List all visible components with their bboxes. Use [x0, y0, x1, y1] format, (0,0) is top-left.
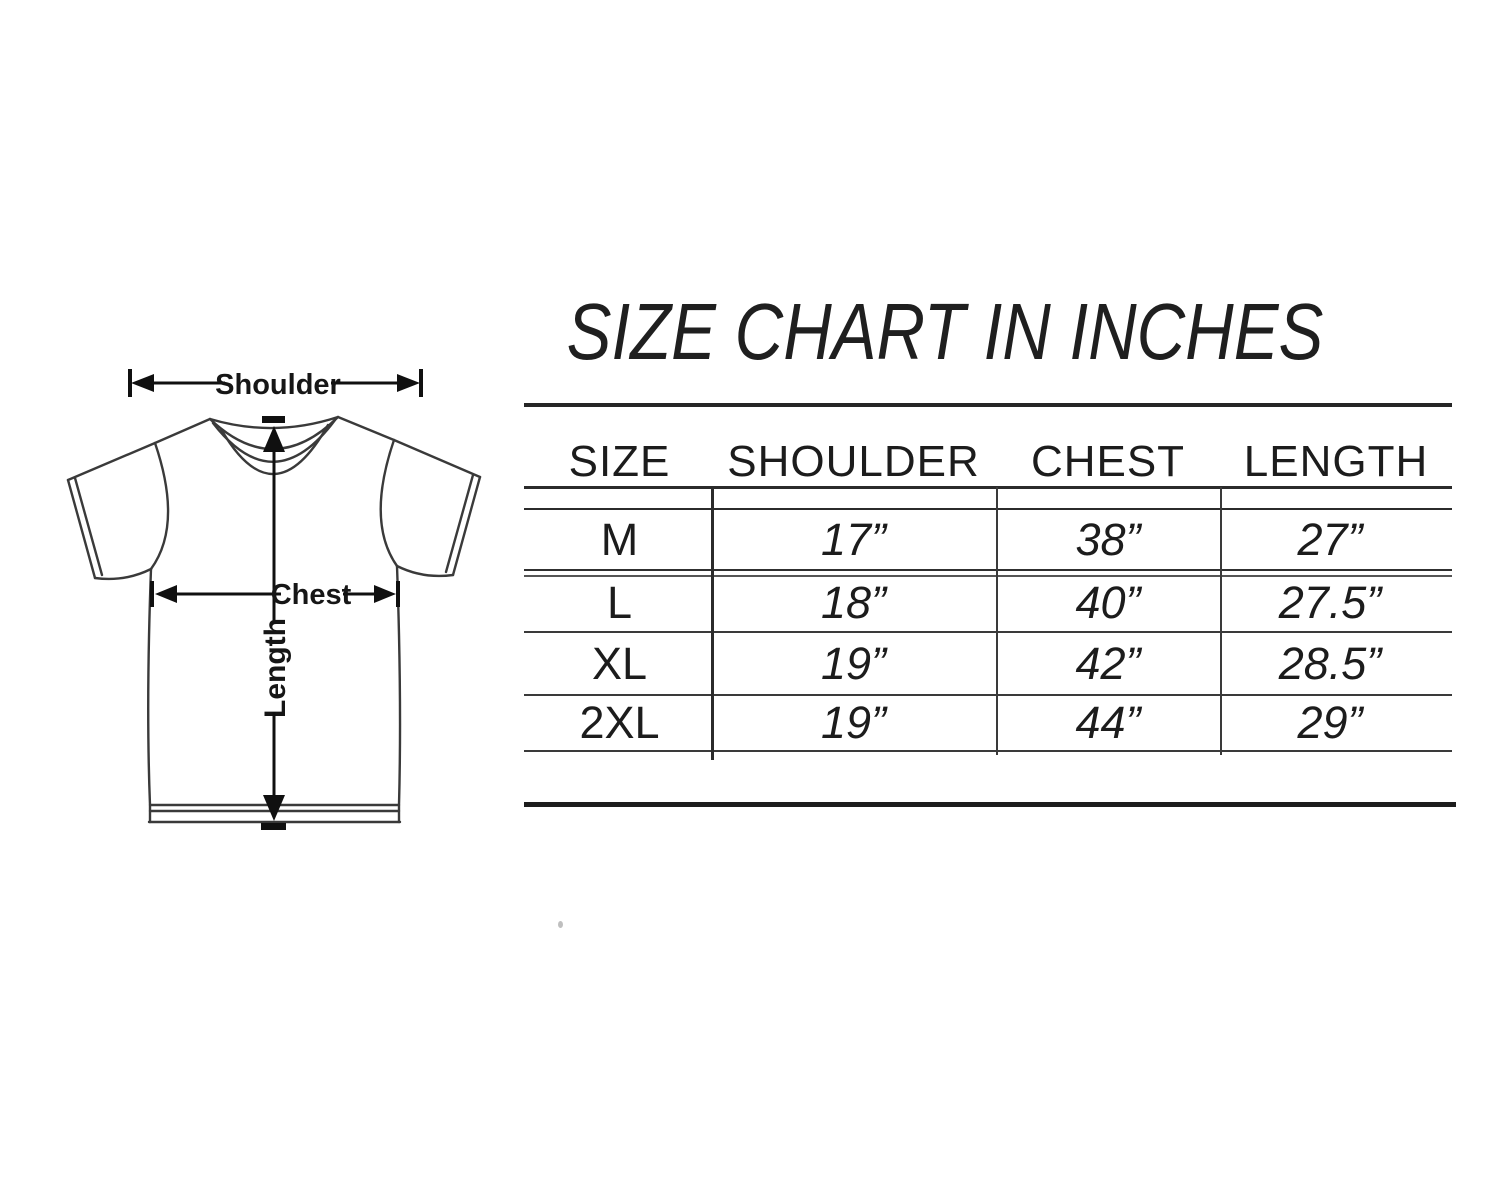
right-sleeve-bottom [397, 566, 453, 576]
header-shoulder: SHOULDER [727, 437, 980, 486]
left-cuff-outer [68, 480, 95, 578]
row-2xl-shoulder: 19” [820, 697, 887, 748]
row-l-shoulder: 18” [820, 577, 887, 628]
table-rule-top [524, 403, 1452, 407]
header-chest: CHEST [1030, 437, 1186, 486]
table-rule-below-l [524, 631, 1452, 633]
left-cuff-inner [75, 478, 102, 575]
row-l-length: 27.5” [1278, 577, 1382, 628]
chest-arrowhead-left-icon [155, 585, 177, 603]
table-rule-spacer-bottom [524, 508, 1452, 510]
table-rule-bottom [524, 802, 1456, 807]
right-cuff-outer [453, 477, 480, 575]
shoulder-label: Shoulder [215, 369, 341, 401]
table-rule-below-xl [524, 694, 1452, 696]
right-sleeve-top [394, 440, 480, 477]
row-xl-length: 28.5” [1278, 638, 1382, 689]
right-cuff-inner [446, 475, 473, 572]
left-armhole [151, 443, 168, 569]
chest-label: Chest [270, 579, 352, 611]
table-rule-below-2xl [524, 750, 1452, 752]
length-arrowhead-down-icon [263, 795, 285, 821]
tshirt-measurement-diagram [30, 350, 510, 850]
row-2xl-length: 29” [1297, 697, 1363, 748]
row-xl-chest: 42” [1075, 638, 1141, 689]
page-title: SIZE CHART IN INCHES [566, 287, 1324, 376]
length-arrowhead-up-icon [263, 426, 285, 452]
chest-measure [152, 579, 398, 611]
length-measure [259, 416, 292, 830]
row-l-size: L [606, 577, 633, 628]
shoulder-arrowhead-right-icon [397, 374, 420, 392]
row-xl-size: XL [591, 638, 648, 689]
table-rule-below-m-1 [524, 569, 1452, 571]
length-bottom-tick [261, 823, 286, 830]
left-sleeve-bottom [95, 569, 151, 579]
right-shoulder-seam [338, 417, 394, 440]
length-label: Length [259, 618, 292, 718]
row-m-length: 27” [1297, 514, 1363, 565]
row-l-chest: 40” [1075, 577, 1141, 628]
row-m-size: M [600, 514, 639, 565]
shoulder-measure [130, 369, 421, 401]
row-xl-shoulder: 19” [820, 638, 887, 689]
right-armhole [381, 440, 397, 566]
row-m-shoulder: 17” [820, 514, 887, 565]
row-m-chest: 38” [1075, 514, 1141, 565]
header-length: LENGTH [1243, 437, 1429, 486]
row-2xl-chest: 44” [1075, 697, 1141, 748]
header-size: SIZE [568, 437, 671, 486]
chest-arrowhead-right-icon [374, 585, 396, 603]
left-sleeve-top [68, 443, 155, 480]
scan-artifact-dot [558, 921, 563, 928]
shoulder-arrowhead-left-icon [131, 374, 154, 392]
left-shoulder-seam [155, 419, 210, 443]
length-top-tick [262, 416, 285, 423]
row-2xl-size: 2XL [579, 697, 660, 748]
